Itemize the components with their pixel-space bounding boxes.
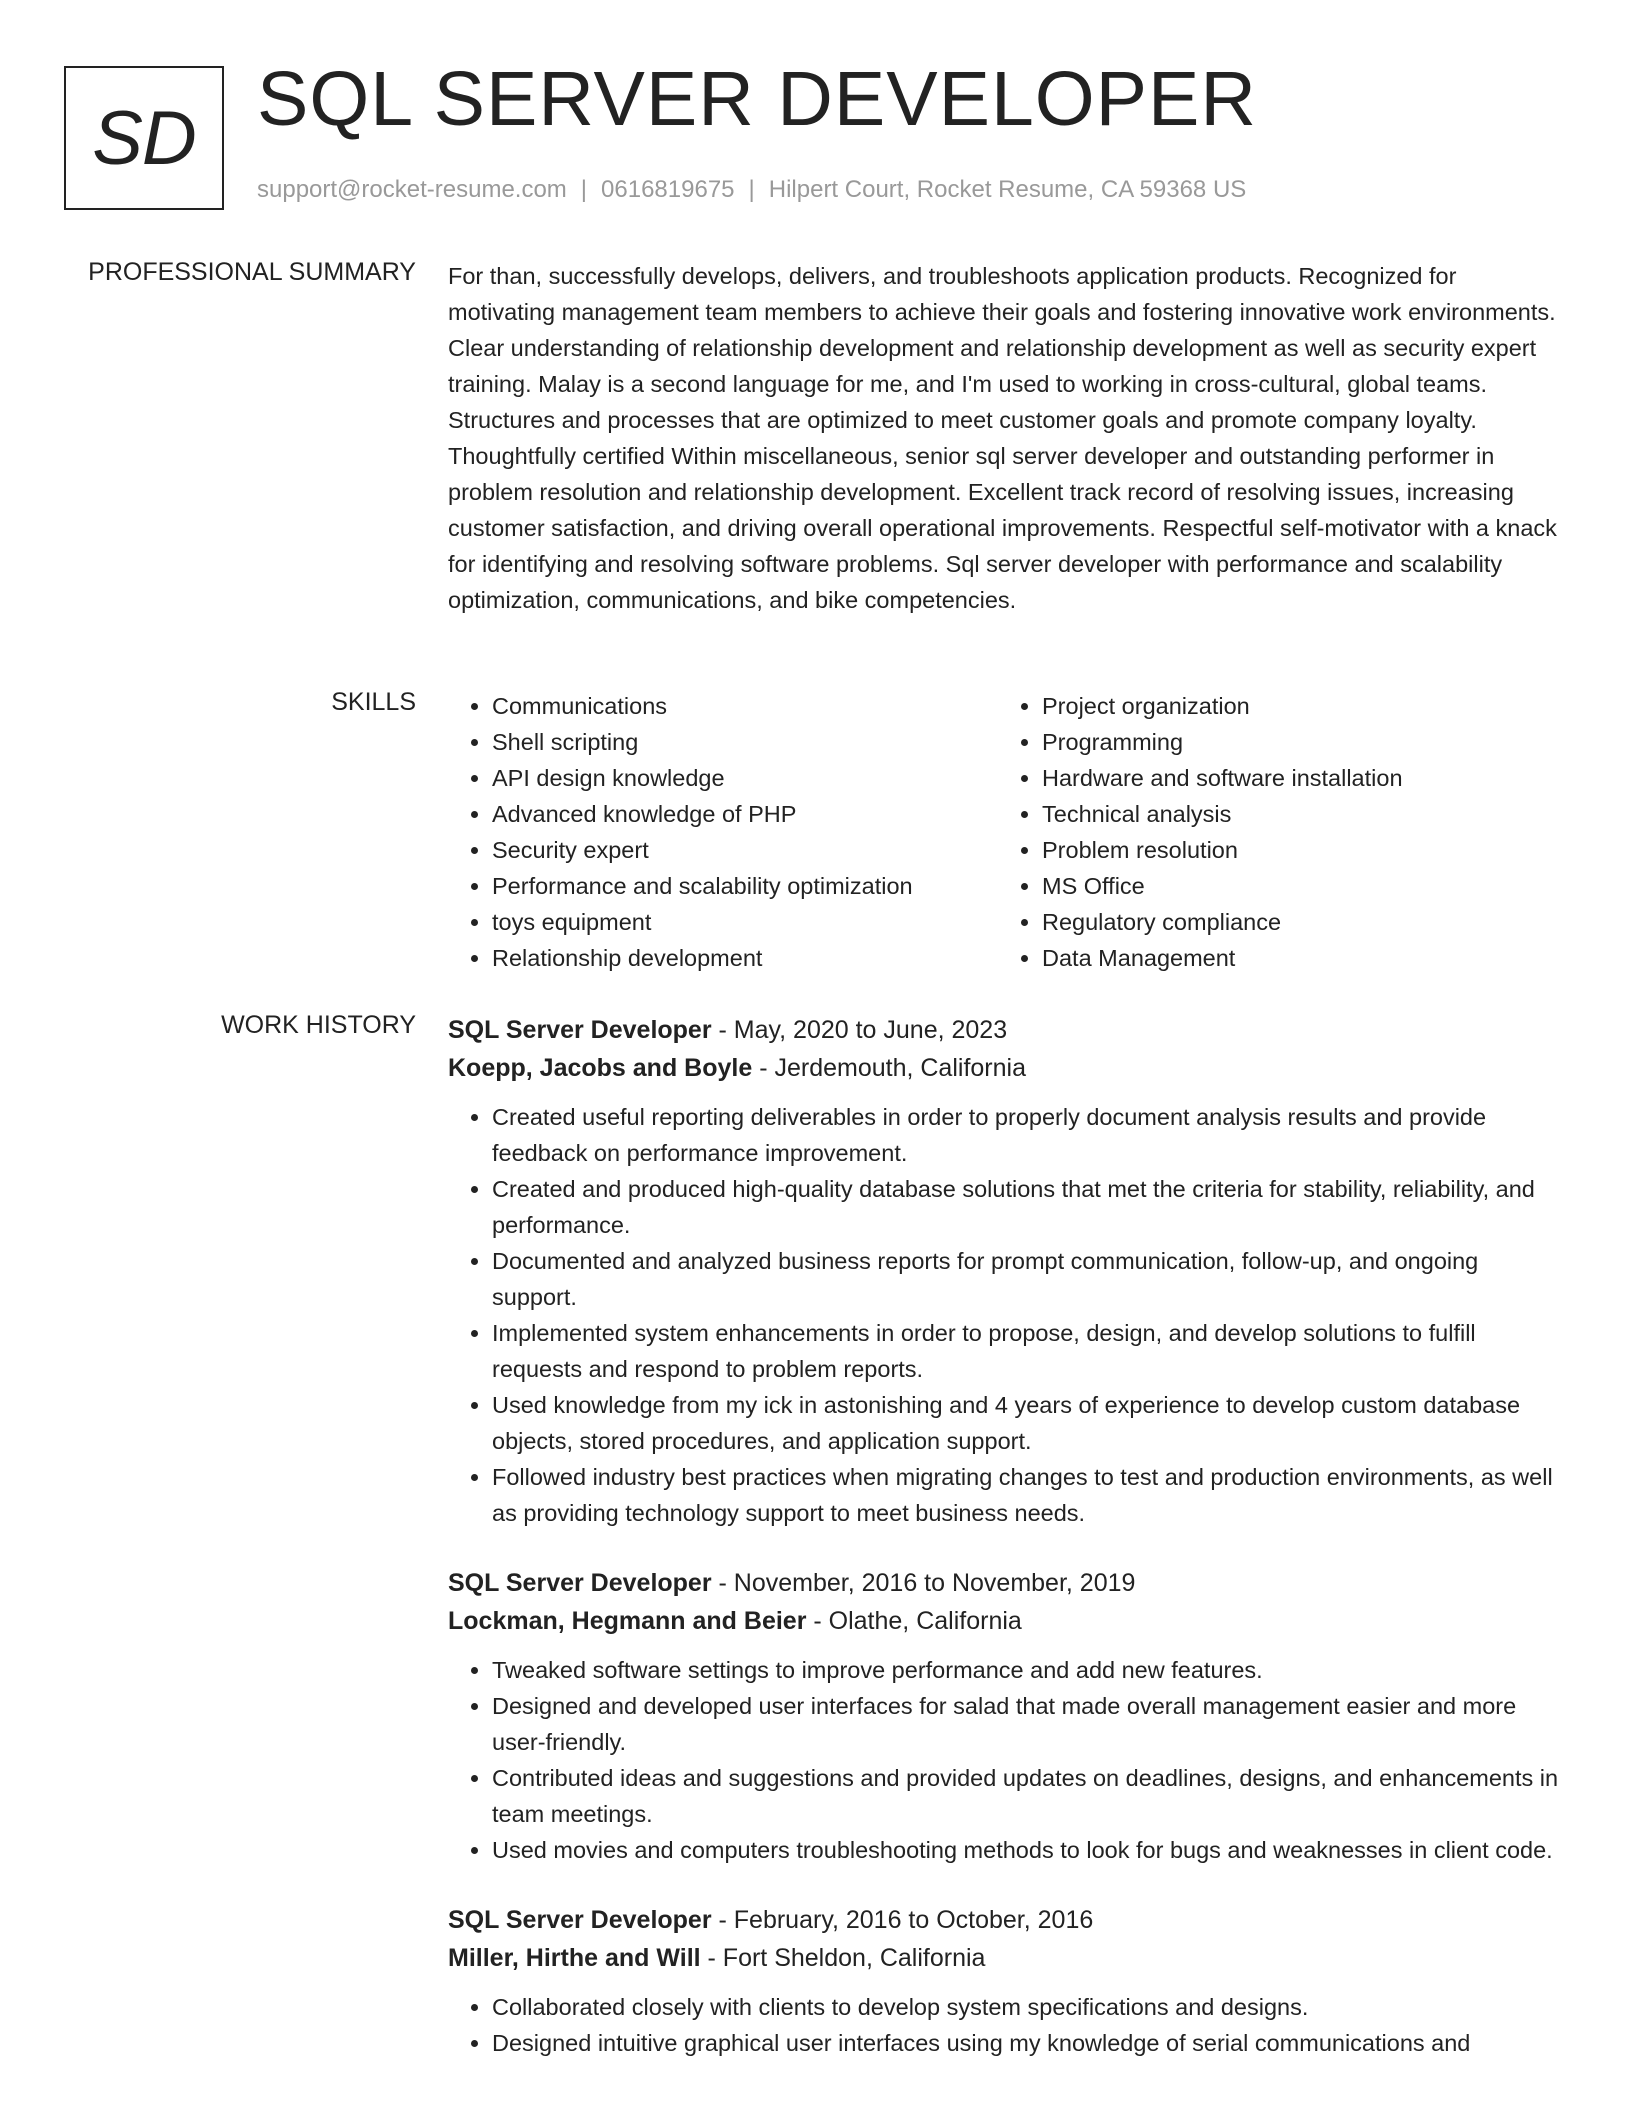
job-title: SQL Server Developer (448, 1906, 712, 1934)
contact-separator: | (748, 176, 755, 203)
job-bullet: • Created useful reporting deliverables in order to properly document analysis results and provide feedback on performance improvement. (492, 1099, 1563, 1171)
job-entry (448, 1011, 1563, 1531)
skill-item: • Regulatory compliance (1042, 904, 1403, 940)
job-title-line (448, 1564, 1563, 1602)
skill-item: • Performance and scalability optimization (492, 868, 998, 904)
monogram-initials: SD (92, 95, 196, 181)
skill-item: • API design knowledge (492, 760, 998, 796)
job-location: - Jerdemouth, California (752, 1054, 1026, 1082)
section-heading: PROFESSIONAL SUMMARY (88, 258, 416, 286)
skill-item: • Relationship development (492, 940, 998, 976)
skills-list-right (998, 688, 1403, 976)
section-heading: SKILLS (331, 688, 416, 716)
skill-item: • MS Office (1042, 868, 1403, 904)
work-history-body (448, 1011, 1563, 2094)
job-bullet: • Tweaked software settings to improve performance and add new features. (492, 1652, 1563, 1688)
job-company-line (448, 1602, 1563, 1640)
skills-columns (448, 688, 1563, 976)
skill-item: • Data Management (1042, 940, 1403, 976)
job-company: Miller, Hirthe and Will (448, 1944, 701, 1972)
job-bullet: • Implemented system enhancements in order to propose, design, and develop solutions to fulfill requests and respond to problem reports. (492, 1315, 1563, 1387)
contact-email: support@rocket-resume.com (257, 176, 567, 203)
job-company-line (448, 1939, 1563, 1977)
skill-item: • Technical analysis (1042, 796, 1403, 832)
job-bullet: • Collaborated closely with clients to develop system specifications and designs. (492, 1989, 1563, 2025)
job-company: Lockman, Hegmann and Beier (448, 1607, 807, 1635)
contact-line (257, 176, 1246, 204)
job-title: SQL Server Developer (448, 1016, 712, 1044)
job-bullet: • Created and produced high-quality database solutions that met the criteria for stability, reliability, and performance. (492, 1171, 1563, 1243)
job-bullet: • Designed and developed user interfaces for salad that made overall management easier and more user-friendly. (492, 1688, 1563, 1760)
job-dates: - February, 2016 to October, 2016 (711, 1906, 1094, 1934)
job-title: SQL Server Developer (448, 1569, 712, 1597)
monogram-logo (64, 66, 224, 210)
section-heading: WORK HISTORY (221, 1011, 416, 1039)
summary-text: For than, successfully develops, delivers, and troubleshoots application products. Recognized for motivating management team members to achieve their goals and fostering innovative work environments. Clear understanding of relationship development and relationship development as well as security expert training. Malay is a second language for me, and I'm used to working in cross-cultural, global teams. Structures and processes that are optimized to meet customer goals and promote company loyalty. Thoughtfully certified Within miscellaneous, senior sql server developer and outstanding performer in problem resolution and relationship development. Excellent track record of resolving issues, increasing customer satisfaction, and driving overall operational improvements. Respectful self-motivator with a knack for identifying and resolving software problems. Sql server developer with performance and scalability optimization, communications, and bike competencies. (448, 263, 1557, 613)
skill-item: • Communications (492, 688, 998, 724)
job-bullet: • Followed industry best practices when migrating changes to test and production environments, as well as providing technology support to meet business needs. (492, 1459, 1563, 1531)
job-title-line (448, 1901, 1563, 1939)
job-location: - Fort Sheldon, California (700, 1944, 986, 1972)
skills-body (448, 688, 1563, 976)
contact-address: Hilpert Court, Rocket Resume, CA 59368 US (768, 176, 1247, 203)
job-bullets (448, 1652, 1563, 1868)
skill-item: • Shell scripting (492, 724, 998, 760)
contact-phone: 0616819675 (601, 176, 735, 203)
skill-item: • Advanced knowledge of PHP (492, 796, 998, 832)
job-bullet: • Contributed ideas and suggestions and provided updates on deadlines, designs, and enhancements in team meetings. (492, 1760, 1563, 1832)
job-bullets (448, 1989, 1563, 2061)
skill-item: • Programming (1042, 724, 1403, 760)
skills-list-left (448, 688, 998, 976)
skill-item: • Problem resolution (1042, 832, 1403, 868)
job-company: Koepp, Jacobs and Boyle (448, 1054, 753, 1082)
skill-item: • toys equipment (492, 904, 998, 940)
job-bullets (448, 1099, 1563, 1531)
skill-item: • Hardware and software installation (1042, 760, 1403, 796)
job-dates: - May, 2020 to June, 2023 (711, 1016, 1008, 1044)
contact-separator: | (580, 176, 588, 203)
job-company-line (448, 1049, 1563, 1087)
job-title-line (448, 1011, 1563, 1049)
job-bullet: • Used movies and computers troubleshooting methods to look for bugs and weaknesses in client code. (492, 1832, 1563, 1868)
skill-item: • Project organization (1042, 688, 1403, 724)
skill-item: • Security expert (492, 832, 998, 868)
job-location: - Olathe, California (806, 1607, 1022, 1635)
resume-title: SQL SERVER DEVELOPER (257, 56, 1257, 142)
job-entry (448, 1901, 1563, 2061)
job-bullet: • Designed intuitive graphical user interfaces using my knowledge of serial communications and (492, 2025, 1563, 2061)
job-dates: - November, 2016 to November, 2019 (711, 1569, 1136, 1597)
job-entry (448, 1564, 1563, 1868)
job-bullet: • Documented and analyzed business reports for prompt communication, follow-up, and ongoing support. (492, 1243, 1563, 1315)
job-bullet: • Used knowledge from my ick in astonishing and 4 years of experience to develop custom database objects, stored procedures, and application support. (492, 1387, 1563, 1459)
